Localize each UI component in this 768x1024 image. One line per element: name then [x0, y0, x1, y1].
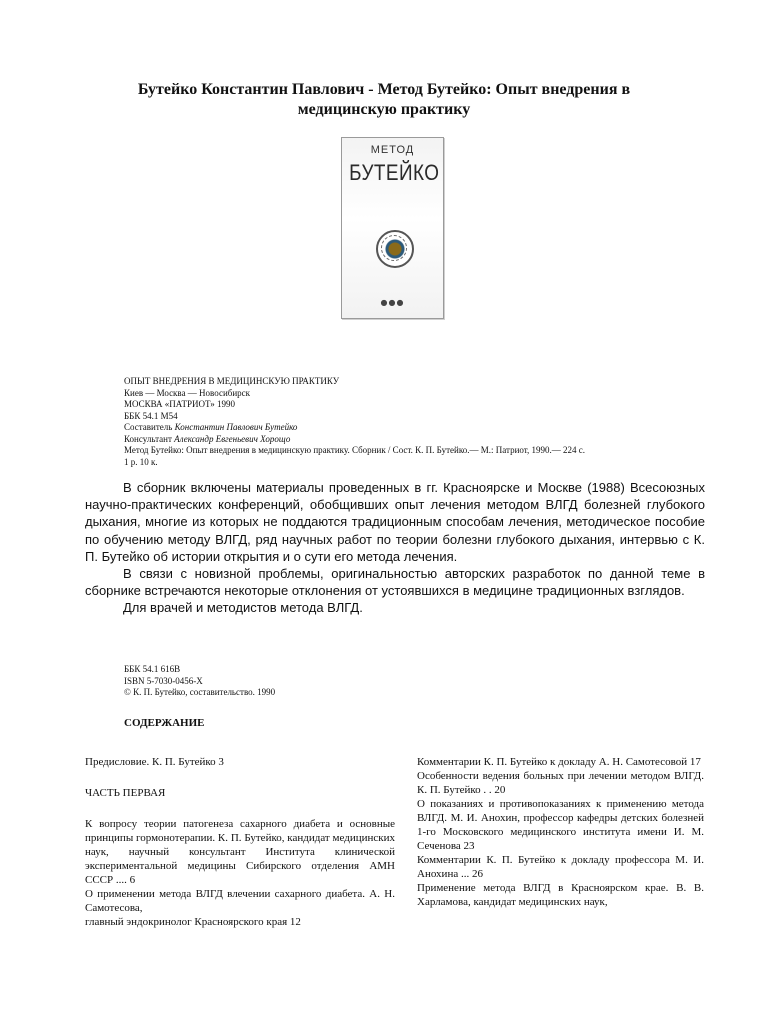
book-cover-image [341, 137, 444, 319]
publication-metadata [124, 376, 684, 468]
abstract-paragraph-2: В связи с новизной проблемы, оригинальностью авторских разработок по данной теме в сборнике встречаются некоторые отклонения от устоявшихся в медицине традиционных взглядов. [85, 566, 705, 599]
abstract-paragraph-1: В сборник включены материалы проведенных в гг. Красноярске и Москве (1988) Всесоюзных научно-практических конференций, обобщивших опыт лечения методом ВЛГД болезней глубокого дыхания, многие из которых не поддаются традиционным способам лечения, методическое пособие по обучению методу ВЛГД, ряд научных работ по теории болезни глубокого дыхания, интервью с К. П. Бутейко об истории открытия и о сути его метода лечения. [85, 480, 705, 564]
meta-publisher: МОСКВА «ПАТРИОТ» 1990 [124, 399, 236, 409]
abstract-paragraph-3: Для врачей и методистов метода ВЛГД. [123, 600, 363, 616]
toc-entry: Применение метода ВЛГД в Красноярском крае. В. В. Харламова, кандидат медицинских наук, [417, 882, 704, 908]
meta-citation: Метод Бутейко: Опыт внедрения в медицинскую практику. Сборник / Сост. К. П. Бутейко.— М.: Патриот, 1990.— 224 с. [124, 445, 586, 455]
biblio-isbn: ISBN 5-7030-0456-Х [124, 675, 203, 686]
toc-entry: О применении метода ВЛГД влечении сахарного диабета. А. Н. Самотесова, [85, 888, 395, 914]
cover-title-text: БУТЕЙКО [349, 160, 440, 185]
biblio-bbk: ББК 54.1 616В [124, 664, 181, 674]
toc-entry: Комментарии К. П. Бутейко к докладу профессора М. И. Анохина ... 26 [417, 854, 704, 880]
toc-entry: Комментарии К. П. Бутейко к докладу А. Н. Самотесовой 17 [417, 756, 701, 768]
toc-entry: Особенности ведения больных при лечении методом ВЛГД. К. П. Бутейко . . 20 [417, 770, 704, 796]
bibliographic-info [124, 664, 524, 699]
emblem-icon [376, 230, 414, 268]
toc-entry: Предисловие. К. П. Бутейко 3 [85, 756, 224, 768]
contents-left-column [85, 755, 395, 929]
cover-top-text: МЕТОД [370, 144, 415, 156]
toc-entry: К вопросу теории патогенеза сахарного диабета и основные принципы гормонотерапии. К. П. Бутейко, кандидат медицинских наук, научный консультант Института клинической экспериментальной медицины Сибирского отделения АМН СССР .... 6 [85, 818, 395, 886]
toc-entry-continued: главный эндокринолог Красноярского края 12 [85, 916, 301, 928]
biblio-copyright: © К. П. Бутейко, составительство. 1990 [124, 687, 276, 697]
consultant-name: Александр Евгеньевич Хорощо [174, 433, 291, 444]
contents-heading: СОДЕРЖАНИЕ [124, 717, 205, 729]
meta-consultant: Консультант Александр Евгеньевич Хорощо [124, 433, 291, 444]
meta-compiler: Составитель Константин Павлович Бутейко [124, 422, 298, 432]
page-title: Бутейко Константин Павлович - Метод Бутейко: Опыт внедрения в медицинскую практику [137, 81, 631, 118]
contents-right-column [417, 755, 704, 909]
cover-bottom-mark: ●●● [380, 298, 405, 307]
meta-subtitle: ОПЫТ ВНЕДРЕНИЯ В МЕДИЦИНСКУЮ ПРАКТИКУ [124, 376, 340, 386]
toc-part-heading: ЧАСТЬ ПЕРВАЯ [85, 787, 166, 799]
meta-bbk: ББК 54.1 М54 [124, 410, 178, 421]
meta-cities: Киев — Москва — Новосибирск [124, 387, 251, 398]
toc-entry: О показаниях и противопоказаниях к применению метода ВЛГД. М. И. Анохин, профессор кафедры детских болезней 1-го Московского медицинского института имени И. М. Сеченова 23 [417, 798, 704, 852]
compiler-name: Константин Павлович Бутейко [174, 422, 298, 432]
abstract [85, 479, 705, 617]
meta-price: 1 р. 10 к. [124, 456, 158, 467]
